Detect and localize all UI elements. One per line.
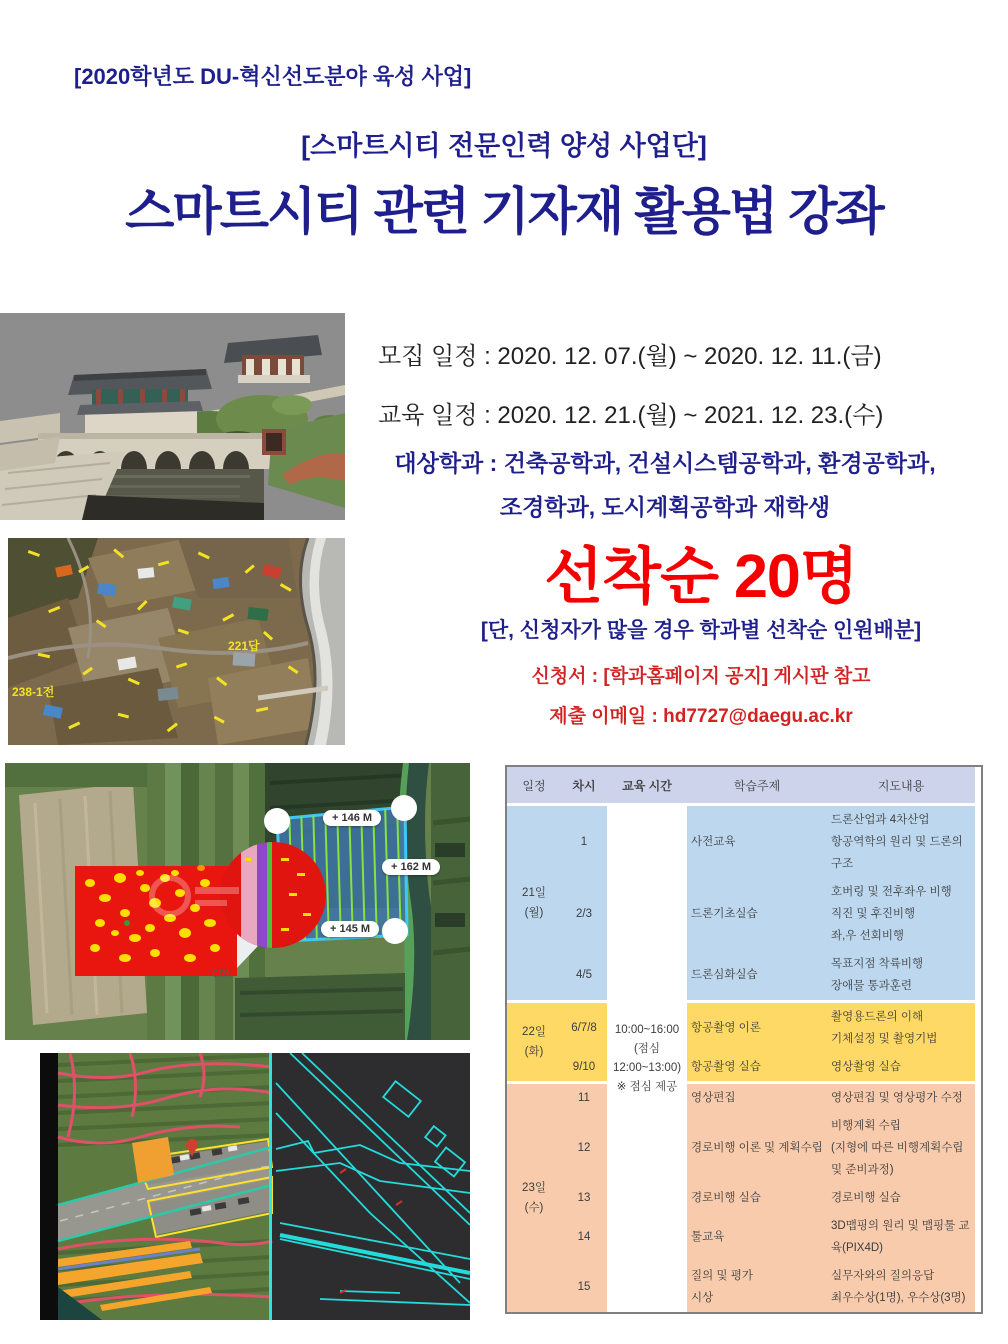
schedule-session-cell: 6/7/8: [561, 1002, 607, 1054]
altitude-marker-146: + 146 M: [323, 810, 381, 826]
schedule-session-cell: 11: [561, 1083, 607, 1113]
schedule-topic-cell: 질의 및 평가 시상: [687, 1262, 827, 1312]
schedule-session-cell: 15: [561, 1262, 607, 1312]
program-title: [2020학년도 DU-혁신선도분야 육성 사업]: [74, 64, 472, 89]
schedule-session-cell: 9/10: [561, 1053, 607, 1083]
schedule-content-cell: 영상편집 및 영상평가 수정: [827, 1083, 975, 1113]
header-topic: 학습주제: [687, 767, 827, 805]
schedule-row: [507, 1053, 975, 1083]
submission-email: 제출 이메일 : hd7727@daegu.ac.kr: [549, 706, 853, 727]
farm-survey-image: [5, 763, 470, 1045]
schedule-row: [507, 1002, 975, 1054]
survey-handle[interactable]: [382, 918, 408, 944]
schedule-topic-cell: 영상편집: [687, 1083, 827, 1113]
recruit-headline: 선착순 20명: [544, 542, 858, 610]
road-vectorization-image: [40, 1053, 470, 1325]
schedule-content-cell: 영상촬영 실습: [827, 1053, 975, 1083]
header-time: 교육 시간: [607, 767, 687, 805]
schedule-session-cell: 1: [561, 805, 607, 879]
schedule-topic-cell: 경로비행 실습: [687, 1184, 827, 1212]
schedule-day-cell: 21일 (월): [507, 805, 561, 1002]
schedule-session-cell: 14: [561, 1212, 607, 1262]
schedule-row: [507, 950, 975, 1002]
course-period: 교육 일정 : 2020. 12. 21.(월) ~ 2021. 12. 23.(수): [378, 402, 884, 429]
schedule-session-cell: 4/5: [561, 950, 607, 1002]
schedule-dates: [378, 336, 883, 454]
schedule-content-cell: 3D맵핑의 원리 및 맵핑툴 교육(PIX4D): [827, 1212, 975, 1262]
schedule-row: [507, 805, 975, 879]
schedule-row: [507, 1112, 975, 1184]
schedule-table: [507, 767, 975, 1312]
schedule-topic-cell: 경로비행 이론 및 계획수립: [687, 1112, 827, 1184]
schedule-header-row: [507, 767, 975, 805]
schedule-row: [507, 1262, 975, 1312]
header-day: 일정: [507, 767, 561, 805]
cadastral-orthophoto-image: [8, 538, 345, 750]
schedule-topic-cell: 항공촬영 이론: [687, 1002, 827, 1054]
page-title: 스마트시티 관련 기자재 활용법 강좌: [125, 183, 883, 240]
schedule-time-cell: 10:00~16:00 (점심 12:00~13:00) ※ 점심 제공: [607, 805, 687, 1313]
schedule-topic-cell: 사전교육: [687, 805, 827, 879]
recruitment-block: [458, 543, 944, 728]
subtitle: [스마트시티 전문인력 양성 사업단]: [301, 131, 707, 161]
farm-survey-graphic: [5, 763, 470, 1040]
schedule-day-cell: 22일 (화): [507, 1002, 561, 1083]
scale-unit-label: cm: [212, 965, 230, 980]
schedule-content-cell: 촬영용드론의 이해 기체설정 및 촬영기법: [827, 1002, 975, 1054]
schedule-row: [507, 1184, 975, 1212]
schedule-table-container: [505, 765, 983, 1314]
schedule-row: [507, 878, 975, 950]
recruit-period: 모집 일정 : 2020. 12. 07.(월) ~ 2020. 12. 11.(금): [378, 343, 882, 370]
schedule-topic-cell: 툴교육: [687, 1212, 827, 1262]
schedule-content-cell: 드론산업과 4차산업 항공역학의 원리 및 드론의 구조: [827, 805, 975, 879]
schedule-session-cell: 12: [561, 1112, 607, 1184]
heritage-3d-model-image: [0, 313, 345, 525]
departments-line1: 대상학과 : 건축공학과, 건설시스템공학과, 환경공학과,: [394, 450, 936, 476]
parcel-label-221: 221답: [228, 639, 260, 653]
altitude-marker-145: + 145 M: [321, 921, 379, 937]
schedule-topic-cell: 항공촬영 실습: [687, 1053, 827, 1083]
departments-line2: 조경학과, 도시계획공학과 재학생: [499, 494, 831, 520]
schedule-table-body: [507, 805, 975, 1313]
survey-handle[interactable]: [264, 808, 290, 834]
application-info: 신청서 : [학과홈페이지 공지] 게시판 참고: [531, 666, 871, 687]
recruit-note: [단, 신청자가 많을 경우 학과별 선착순 인원배분]: [480, 619, 922, 642]
schedule-session-cell: 13: [561, 1184, 607, 1212]
target-departments: [372, 441, 958, 529]
schedule-row: [507, 1083, 975, 1113]
header-content: 지도내용: [827, 767, 975, 805]
header-session: 차시: [561, 767, 607, 805]
schedule-day-cell: 23일 (수): [507, 1083, 561, 1313]
schedule-content-cell: 호버링 및 전후좌우 비행 직진 및 후진비행 좌,우 선회비행: [827, 878, 975, 950]
road-vectorization-graphic: [40, 1053, 470, 1320]
parcel-label-238: 238-1전: [12, 685, 55, 699]
altitude-marker-162: + 162 M: [382, 859, 440, 875]
schedule-content-cell: 비행계획 수립 (지형에 따른 비행계획수립 및 준비과정): [827, 1112, 975, 1184]
schedule-row: [507, 1212, 975, 1262]
schedule-content-cell: 실무자와의 질의응답 최우수상(1명), 우수상(3명): [827, 1262, 975, 1312]
cadastral-orthophoto-graphic: [8, 538, 345, 745]
schedule-topic-cell: 드론심화실습: [687, 950, 827, 1002]
schedule-content-cell: 경로비행 실습: [827, 1184, 975, 1212]
schedule-content-cell: 목표지점 착륙비행 장애물 통과훈련: [827, 950, 975, 1002]
heritage-3d-model-graphic: [0, 313, 345, 520]
schedule-topic-cell: 드론기초실습: [687, 878, 827, 950]
schedule-session-cell: 2/3: [561, 878, 607, 950]
survey-handle[interactable]: [391, 795, 417, 821]
